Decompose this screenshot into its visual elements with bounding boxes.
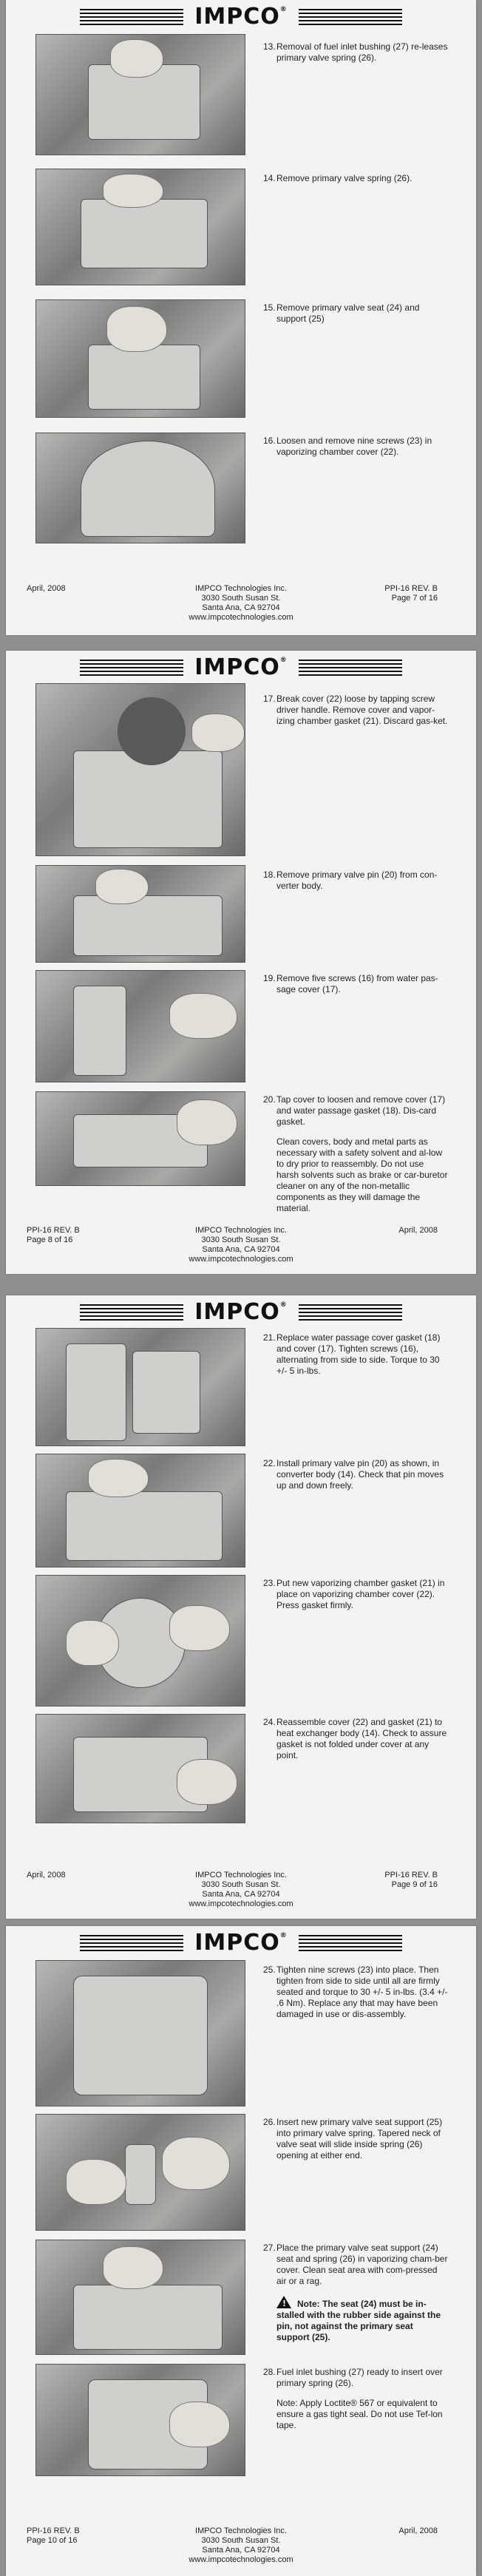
manual-page-10 [6,1926,476,2576]
footer-address-1: 3030 South Susan St. [201,1880,281,1889]
footer-rev-block [349,584,438,603]
step-number: 19. [263,973,276,983]
step-photo [35,169,245,285]
footer-company: IMPCO Technologies Inc. [195,1871,287,1880]
step-photo [35,1328,245,1446]
step-photo [35,1960,245,2106]
step-number: 25. [263,1965,276,1975]
step-photo [35,865,245,963]
step-number: 27. [263,2243,276,2253]
step-photo [35,2240,245,2355]
page-header [80,655,402,680]
header-rule-left [80,660,183,676]
page-header [80,4,402,30]
manual-page-7 [6,0,476,635]
step-number: 23. [263,1578,276,1588]
step-text: Put new vaporizing chamber gasket (21) in place on vaporizing chamber cover (22). Press gasket firmly. [276,1578,445,1610]
step-text: Reassemble cover (22) and gasket (21) to heat exchanger body (14). Check to assure gasket is not folded under cover at any point. [276,1717,447,1760]
step-text: Replace water passage cover gasket (18) and cover (17). Tighten screws (16), alternating from side to side. Torque to 30 +/- 5 in-lbs. [276,1332,441,1376]
footer-website: www.impcotechnologies.com [189,2555,293,2564]
footer-date: April, 2008 [27,584,66,593]
step-text: Remove five screws (16) from water pas-sage cover (17). [276,973,438,994]
step-text: Remove primary valve seat (24) and support (25) [276,302,420,324]
footer-website: www.impcotechnologies.com [189,613,293,622]
impco-logo: IMPCO® [194,1930,288,1956]
header-rule-left [80,1935,183,1951]
step-photo [35,1454,245,1567]
header-rule-right [299,1935,402,1951]
footer-page-number: Page 7 of 16 [391,594,438,603]
footer-company: IMPCO Technologies Inc. [195,1226,287,1235]
footer-address-1: 3030 South Susan St. [201,1236,281,1244]
footer-website: www.impcotechnologies.com [189,1255,293,1264]
step-number: 18. [263,870,276,880]
page-header [80,1931,402,1956]
step-photo [35,2114,245,2231]
header-rule-right [299,1304,402,1321]
footer-address-2: Santa Ana, CA 92704 [202,1890,280,1899]
step-text: Place the primary valve seat support (24) seat and spring (26) in vaporizing cham-ber cover. Clean seat area with com-pressed air or a rag. !Note: The seat (24) must be in-stalled with the rubber side against the pin, not against the primary seat support (25). [276,2243,448,2352]
footer-address-2: Santa Ana, CA 92704 [202,1245,280,1254]
footer-page-number: Page 10 of 16 [27,2536,78,2545]
step-photo [35,34,245,155]
step-photo [35,970,245,1082]
step-text: Fuel inlet bushing (27) ready to insert over primary spring (26). Note: Apply Loctite® 567 or equivalent to ensure a gas tight seal. Do not use Tef-lon tape. [276,2367,448,2440]
step-photo [35,299,245,418]
step-number: 26. [263,2117,276,2127]
footer-address-2: Santa Ana, CA 92704 [202,2546,280,2555]
footer-address-1: 3030 South Susan St. [201,2536,281,2545]
step-photo [35,1091,245,1186]
step-text: Remove primary valve pin (20) from con-verter body. [276,870,438,891]
step-photo [35,2364,245,2476]
step-number: 13. [263,41,276,52]
footer-page-number: Page 8 of 16 [27,1236,73,1244]
step-photo [35,433,245,543]
footer-rev: PPI-16 REV. B [27,2526,80,2535]
step-text: Tap cover to loosen and remove cover (17) and water passage gasket (18). Dis-card gasket. Clean covers, body and metal parts as necessary with a safety solvent and al-low to dry prior to reassembly. Do not use harsh solvents such as brake or car-buretor cleaner on any of the non-metallic components as they will damage the material. [276,1094,448,1213]
manual-page-9 [6,1295,476,1919]
seat-orientation-note: !Note: The seat (24) must be in-stalled with the rubber side against the pin, not against the primary seat support (25). [276,2296,448,2343]
footer-company: IMPCO Technologies Inc. [195,584,287,593]
step-number: 21. [263,1332,276,1343]
footer-address-2: Santa Ana, CA 92704 [202,603,280,612]
step-number: 16. [263,435,276,446]
footer-rev: PPI-16 REV. B [384,1871,438,1880]
header-rule-right [299,660,402,676]
manual-page-8 [6,651,476,1274]
header-rule-left [80,9,183,25]
impco-logo: IMPCO® [194,654,288,680]
header-rule-left [80,1304,183,1321]
step-text: Loosen and remove nine screws (23) in vaporizing chamber cover (22). [276,435,432,457]
footer-date: April, 2008 [398,2526,438,2535]
step-photo [35,683,245,856]
step-text: Install primary valve pin (20) as shown, in converter body (14). Check that pin moves up and down freely. [276,1458,444,1491]
step-text: Removal of fuel inlet bushing (27) re-leases primary valve spring (26). [276,41,448,63]
footer-rev-block [349,1871,438,1890]
impco-logo: IMPCO® [194,4,288,30]
step-cleaning-note: Clean covers, body and metal parts as necessary with a safety solvent and al-low to dry prior to reassembly. Do not use harsh solvents such as brake or car-buretor cleaner on any of the non-metallic components as they will damage the material. [276,1136,448,1213]
warning-icon [276,2296,291,2308]
footer-date: April, 2008 [398,1226,438,1235]
step-number: 22. [263,1458,276,1468]
step-number: 15. [263,302,276,313]
footer-rev: PPI-16 REV. B [384,584,438,593]
step-text: Tighten nine screws (23) into place. Then tighten from side to side until all are firmly seated and torque to 30 +/- 5 in-lbs. (3.4 +/- .6 Nm). Replace any that may have been damaged in use or dis-assembly. [276,1965,448,2019]
footer-address-1: 3030 South Susan St. [201,594,281,603]
step-number: 24. [263,1717,276,1727]
step-number: 20. [263,1094,276,1105]
footer-date: April, 2008 [27,1871,66,1880]
step-text: Insert new primary valve seat support (25) into primary valve spring. Tapered neck of valve seat will slide inside spring (26) opening at either end. [276,2117,443,2160]
footer-company: IMPCO Technologies Inc. [195,2526,287,2535]
step-number: 14. [263,173,276,183]
step-number: 17. [263,694,276,704]
step-text: Break cover (22) loose by tapping screw driver handle. Remove cover and vapor-izing chamber gasket (21). Discard gas-ket. [276,694,448,726]
step-photo [35,1714,245,1823]
step-number: 28. [263,2367,276,2377]
loctite-note: Note: Apply Loctite® 567 or equivalent to ensure a gas tight seal. Do not use Tef-lon tape. [276,2398,443,2430]
impco-logo: IMPCO® [194,1299,288,1325]
header-rule-right [299,9,402,25]
footer-page-number: Page 9 of 16 [391,1880,438,1889]
page-header [80,1300,402,1325]
step-text: Remove primary valve spring (26). [276,173,413,183]
step-photo [35,1575,245,1706]
footer-website: www.impcotechnologies.com [189,1899,293,1908]
footer-rev: PPI-16 REV. B [27,1226,80,1235]
